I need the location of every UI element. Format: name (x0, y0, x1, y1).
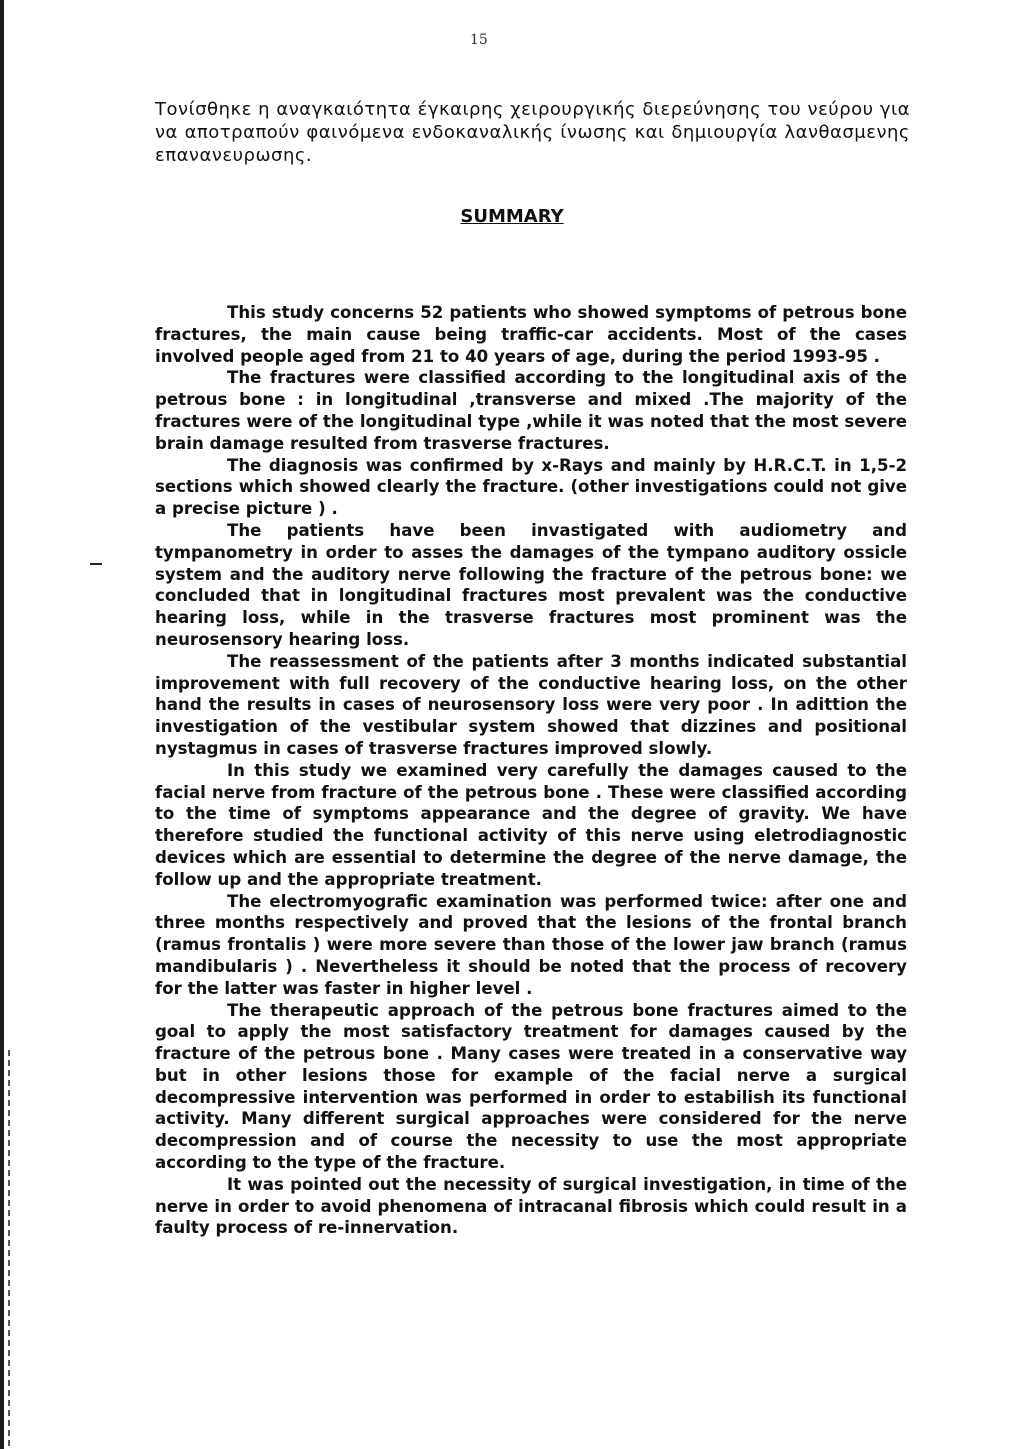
summary-paragraph: The diagnosis was confirmed by x-Rays and mainly by H.R.C.T. in 1,5-2 sections which showed clearly the fracture. (other investigations could not give a precise picture ) . (155, 455, 907, 519)
summary-paragraph: The fractures were classified according to the longitudinal axis of the petrous bone : in longitudinal ,transverse and mixed .The majority of the fractures were of the longitudinal type ,while it was noted that the most severe brain damage resulted from trasverse fractures. (155, 368, 907, 453)
summary-paragraph: It was pointed out the necessity of surgical investigation, in time of the nerve in order to avoid phenomena of intracanal fibrosis which could result in a faulty process of re-innervation. (155, 1174, 907, 1238)
summary-paragraph: The reassessment of the patients after 3 months indicated substantial improvement with full recovery of the conductive hearing loss, on the other hand the results in cases of neurosensory loss were very poor . In adittion the investigation of the vestibular system showed that dizzines and positional nystagmus in cases of trasverse fractures improved slowly. (155, 651, 907, 758)
summary-paragraph: This study concerns 52 patients who showed symptoms of petrous bone fractures, the main cause being traffic-car accidents. Most of the cases involved people aged from 21 to 40 years of age, during the period 1993-95 . (155, 303, 907, 366)
stray-dash-mark (90, 563, 102, 565)
scan-binding-marks (8, 1050, 10, 1449)
summary-paragraph: The patients have been invastigated with audiometry and tympanometry in order to asses the damages of the tympano auditory ossicle system and the auditory nerve following the fracture of the petrous bone: we concluded that in longitudinal fractures most prevalent was the conductive hearing loss, while in the trasverse fractures most prominent was the neurosensory hearing loss. (155, 520, 907, 649)
summary-paragraph: The electromyografic examination was performed twice: after one and three months respectively and proved that the lesions of the frontal branch (ramus frontalis ) were more severe than those of the lower jaw branch (ramus mandibularis ) . Nevertheless it should be noted that the process of recovery for the latter was faster in higher level . (155, 891, 907, 998)
summary-heading: SUMMARY (460, 206, 564, 227)
summary-paragraph: In this study we examined very carefully the damages caused to the facial nerve from fracture of the petrous bone . These were classified according to the time of symptoms appearance and the degree of gravity. We have therefore studied the functional activity of this nerve using eletrodiagnostic devices which are essential to determine the degree of the nerve damage, the follow up and the appropriate treatment. (155, 760, 907, 889)
page-number: 15 (470, 32, 488, 48)
greek-conclusion-paragraph: Τονίσθηκε η αναγκαιότητα έγκαιρης χειρουργικής διερεύνησης του νεύρου για να αποτραπούν φαινόμενα ενδοκαναλικής ίνωσης και δημιουργία λανθασμενης επανανευρωσης. (155, 99, 910, 166)
summary-paragraph: The therapeutic approach of the petrous bone fractures aimed to the goal to apply the most satisfactory treatment for damages caused by the fracture of the petrous bone . Many cases were treated in a conservative way but in other lesions those for example of the facial nerve a surgical decompressive intervention was performed in order to estabilish its functional activity. Many different surgical approaches were considered for the nerve decompression and of course the necessity to use the most appropriate according to the type of the fracture. (155, 1000, 907, 1173)
summary-body (155, 302, 907, 1239)
